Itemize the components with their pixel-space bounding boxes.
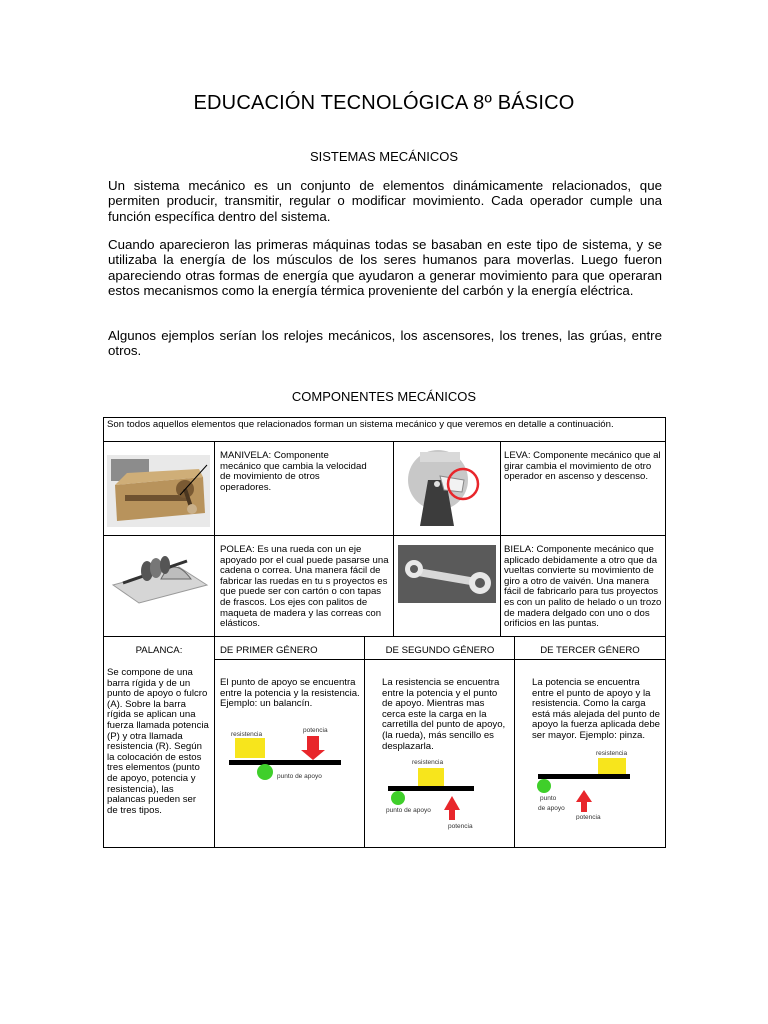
polea-image xyxy=(109,539,209,607)
lever-bar xyxy=(388,786,474,791)
table-divider xyxy=(104,636,665,637)
force-arrow xyxy=(576,790,592,812)
label-de-apoyo: de apoyo xyxy=(538,805,565,812)
biela-image xyxy=(398,545,496,603)
primer-genero-desc: El punto de apoyo se encuentra entre la potencia y la resistencia. Ejemplo: un balancín. xyxy=(220,677,360,710)
lever-diagram-first-class xyxy=(227,724,347,788)
lever-bar xyxy=(229,760,341,765)
palanca-desc: Se compone de una barra rígida y de un punto de apoyo o fulcro (A). Sobre la barra rígida se aplican una fuerza llamada potencia (P) y otra llamada resistencia (R). Según la colocación de estos tres elementos (punto de apoyo, potencia y resistencia), las palancas pueden ser de tres tipos. xyxy=(107,667,209,816)
fulcrum xyxy=(537,779,551,793)
table-divider xyxy=(104,441,665,442)
leva-image xyxy=(400,446,495,531)
label-potencia: potencia xyxy=(303,727,328,734)
palanca-header: PALANCA: xyxy=(135,645,183,656)
paragraph-3: Algunos ejemplos serían los relojes mecánicos, los ascensores, los trenes, las grúas, entre otros. xyxy=(108,328,662,359)
components-title: COMPONENTES MECÁNICOS xyxy=(291,389,477,404)
biela-text: BIELA: Componente mecánico que aplicado debidamente a otro que da vueltas convierte su movimiento de giro a otro de vaivén. Una manera fácil de fabricarlo para tus proyectos es con un palito de helado o un trozo de madera delgado con uno o dos orificios en las puntas. xyxy=(504,544,662,630)
table-divider xyxy=(500,441,501,636)
resistance-block xyxy=(418,768,444,786)
label-punto: punto xyxy=(540,795,557,802)
segundo-genero-desc: La resistencia se encuentra entre la potencia y el punto de apoyo. Mientras mas cerca este la carga en la carretilla del punto de apoyo, (la rueda), más sencillo es desplazarla. xyxy=(382,677,506,752)
resistance-block xyxy=(598,758,626,774)
components-table xyxy=(103,417,666,848)
lever-diagram-third-class xyxy=(534,746,634,820)
section-subtitle: SISTEMAS MECÁNICOS xyxy=(309,149,459,164)
label-potencia: potencia xyxy=(576,814,601,820)
tercer-genero-desc: La potencia se encuentra entre el punto de apoyo y la resistencia. Como la carga está más alejada del punto de apoyo la fuerza aplicada debe ser mayor. Ejemplo: pinza. xyxy=(532,677,661,741)
table-divider xyxy=(214,441,215,847)
label-punto-apoyo: punto de apoyo xyxy=(277,773,322,780)
tercer-genero-header: DE TERCER GÉNERO xyxy=(540,645,640,656)
table-divider xyxy=(364,636,365,847)
paragraph-2: Cuando aparecieron las primeras máquinas todas se basaban en este tipo de sistema, y se utilizaba la energía de los músculos de los seres humanos para moverlas. Luego fueron apareciendo otras formas de energía que ayudaron a generar movimiento para que operaran estos mecanismos como la energía térmica proveniente del carbón y la energía eléctrica. xyxy=(108,237,662,298)
label-resistencia: resistencia xyxy=(231,731,263,738)
table-divider xyxy=(214,659,665,660)
paragraph-1: Un sistema mecánico es un conjunto de elementos dinámicamente relacionados, que permiten producir, transmitir, regular o modificar movimiento. Cada operador cumple una función específica dentro del sistema. xyxy=(108,178,662,224)
label-resistencia: resistencia xyxy=(412,759,444,766)
force-arrow xyxy=(444,796,460,820)
fulcrum xyxy=(391,791,405,805)
primer-genero-header: DE PRIMER GÉNERO xyxy=(220,645,318,656)
manivela-image xyxy=(107,455,210,527)
leva-text: LEVA: Componente mecánico que al girar cambia el movimiento de otro operador en ascenso y descenso. xyxy=(504,450,661,483)
fulcrum xyxy=(257,764,273,780)
segundo-genero-header: DE SEGUNDO GÉNERO xyxy=(385,645,495,656)
table-divider xyxy=(104,535,665,536)
lever-bar xyxy=(538,774,630,779)
label-potencia: potencia xyxy=(448,823,473,830)
label-resistencia: resistencia xyxy=(596,750,628,757)
polea-text: POLEA: Es una rueda con un eje apoyado por el cual puede pasarse una cadena o correa. Una manera fácil de fabricar las ruedas en tu s proyectos es que puede ser con cartón o con tapas de frascos. Los ejes con palitos de maqueta de madera y las correas con elásticos. xyxy=(220,544,389,630)
table-divider xyxy=(393,441,394,636)
manivela-text: MANIVELA: Componente mecánico que cambia la velocidad de movimiento de otros operadores. xyxy=(220,450,367,493)
force-arrow xyxy=(301,736,325,760)
table-intro: Son todos aquellos elementos que relacionados forman un sistema mecánico y que veremos en detalle a continuación. xyxy=(107,419,614,430)
resistance-block xyxy=(235,738,265,758)
label-punto-apoyo: punto de apoyo xyxy=(386,807,431,814)
page-title: EDUCACIÓN TECNOLÓGICA 8º BÁSICO xyxy=(193,92,575,114)
table-divider xyxy=(514,636,515,847)
lever-diagram-second-class xyxy=(384,758,496,830)
